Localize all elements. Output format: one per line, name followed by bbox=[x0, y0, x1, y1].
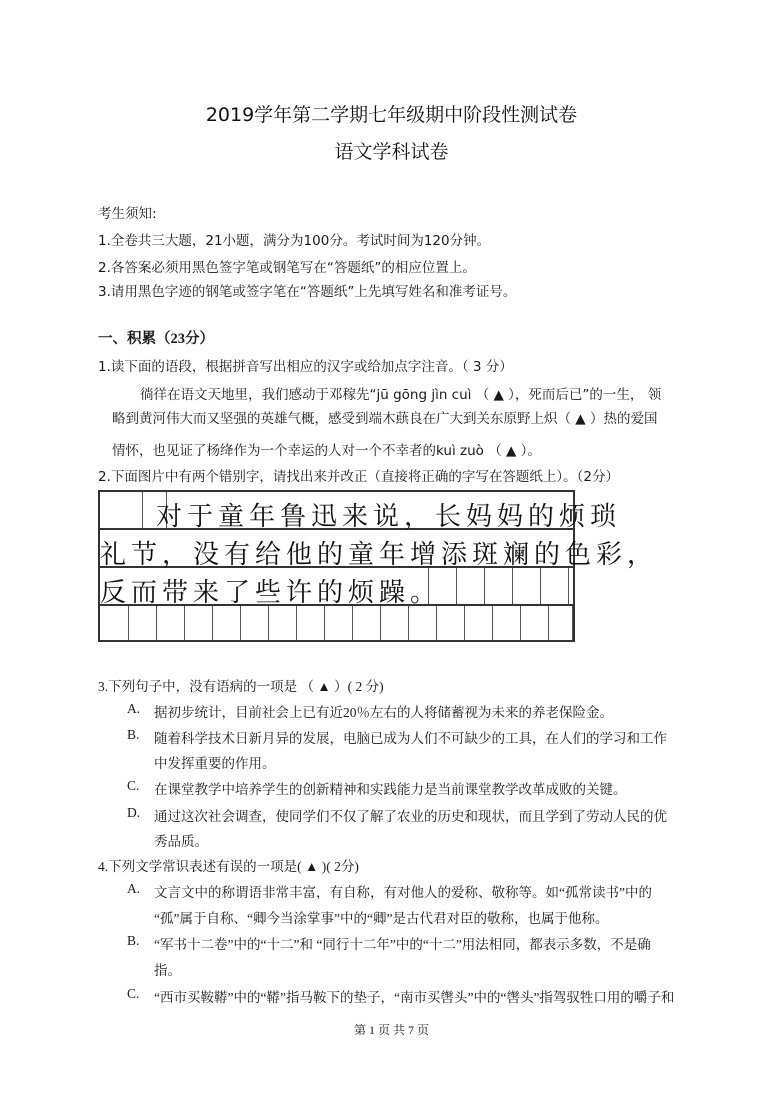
q3-option-b-label: B. bbox=[127, 727, 140, 742]
q4-option-b-label: B. bbox=[127, 933, 140, 948]
q4-option-a-label: A. bbox=[127, 881, 141, 896]
handwriting-line-3: 反而带来了些许的烦躁。 bbox=[100, 578, 442, 608]
q2-stem: 2.下面图片中有两个错别字，请找出来并改正（直接将正确的字写在答题纸上）。（2分） bbox=[98, 469, 619, 485]
notice-item-1: 1.全卷共三大题，21小题，满分为100分。考试时间为120分钟。 bbox=[98, 233, 491, 249]
q4-option-a-text-1: 文言文中的称谓语非常丰富，有自称，有对他人的爱称、敬称等。如“孤常读书”中的 bbox=[154, 885, 652, 900]
q4-option-c-label: C. bbox=[127, 986, 140, 1001]
handwriting-image bbox=[98, 490, 659, 642]
q4-option-c-text-1: “西市买鞍鞯”中的“鞯”指马鞍下的垫子，“南市买辔头”中的“辔头”指驾驭牲口用的嚼子和 bbox=[154, 990, 675, 1005]
exam-subtitle: 语文学科试卷 bbox=[334, 141, 449, 163]
q3-stem: 3.下列句子中，没有语病的一项是 （ ▲ ）( 2 分) bbox=[98, 679, 384, 694]
handwriting-row-3 bbox=[100, 568, 573, 606]
q4-option-b-text-1: “军书十二卷”中的“十二”和 “同行十二年”中的“十二”用法相同，都表示多数，不是确 bbox=[154, 937, 651, 952]
q3-option-a-label: A. bbox=[127, 701, 141, 716]
q3-option-a-text: 据初步统计，目前社会上已有近20％左右的人将储蓄视为未来的养老保险金。 bbox=[154, 705, 613, 720]
q3-option-d-text-1: 通过这次社会调查，使同学们不仅了解了农业的历史和现状，而且学到了劳动人民的优 bbox=[154, 809, 667, 824]
q4-option-a-text-2: “孤”属于自称、“卿今当涂掌事”中的“卿”是古代君对臣的敬称，也属于他称。 bbox=[154, 911, 609, 926]
handwriting-line-2: 礼节，没有给他的童年增添斑斓的色彩， bbox=[100, 540, 659, 570]
q3-option-d-label: D. bbox=[127, 805, 141, 820]
notice-item-3: 3.请用黑色字迹的钢笔或签字笔在“答题纸”上先填写姓名和准考证号。 bbox=[98, 284, 517, 300]
q1-line-3: 情怀，也见证了杨绛作为一个幸运的人对一个不幸者的kuì zuò （ ▲ ）。 bbox=[112, 443, 541, 459]
q3-option-b-text-2: 中发挥重要的作用。 bbox=[154, 756, 276, 771]
exam-title: 2019学年第二学期七年级期中阶段性测试卷 bbox=[205, 104, 578, 126]
handwriting-line-1: 对于童年鲁迅来说，长妈妈的烦琐 bbox=[156, 502, 622, 532]
notice-heading: 考生须知: bbox=[98, 206, 157, 222]
handwriting-row-4 bbox=[100, 606, 573, 640]
handwriting-row-2 bbox=[100, 530, 659, 570]
q1-line-1: 徜徉在语文天地里，我们感动于邓稼先“jū gōng jìn cuì （ ▲ ），死而后已”的一生， 领 bbox=[140, 387, 662, 403]
page-number: 第 1 页 共 7 页 bbox=[353, 1023, 429, 1037]
q3-option-b-text-1: 随着科学技术日新月异的发展，电脑已成为人们不可缺少的工具，在人们的学习和工作 bbox=[154, 731, 667, 746]
q3-option-c-text: 在课堂教学中培养学生的创新精神和实践能力是当前课堂教学改革成败的关键。 bbox=[154, 782, 627, 797]
handwriting-row-1 bbox=[100, 492, 622, 532]
notice-item-2: 2.各答案必须用黑色签字笔或钢笔写在“答题纸”的相应位置上。 bbox=[98, 260, 476, 276]
q4-stem: 4.下列文学常识表述有误的一项是( ▲ )( 2分) bbox=[98, 859, 359, 874]
q4-option-b-text-2: 指。 bbox=[154, 963, 181, 978]
section-heading: 一、积累（23分） bbox=[98, 331, 214, 347]
q1-line-2: 略到黄河伟大而又坚强的英雄气概，感受到端木蕻良在广大到关东原野上炽（ ▲ ）热的爱国 bbox=[112, 411, 658, 427]
q3-option-d-text-2: 秀品质。 bbox=[154, 834, 208, 849]
q1-stem: 1.读下面的语段，根据拼音写出相应的汉字或给加点字注音。（ 3 分） bbox=[98, 359, 513, 375]
q3-option-c-label: C. bbox=[127, 778, 140, 793]
